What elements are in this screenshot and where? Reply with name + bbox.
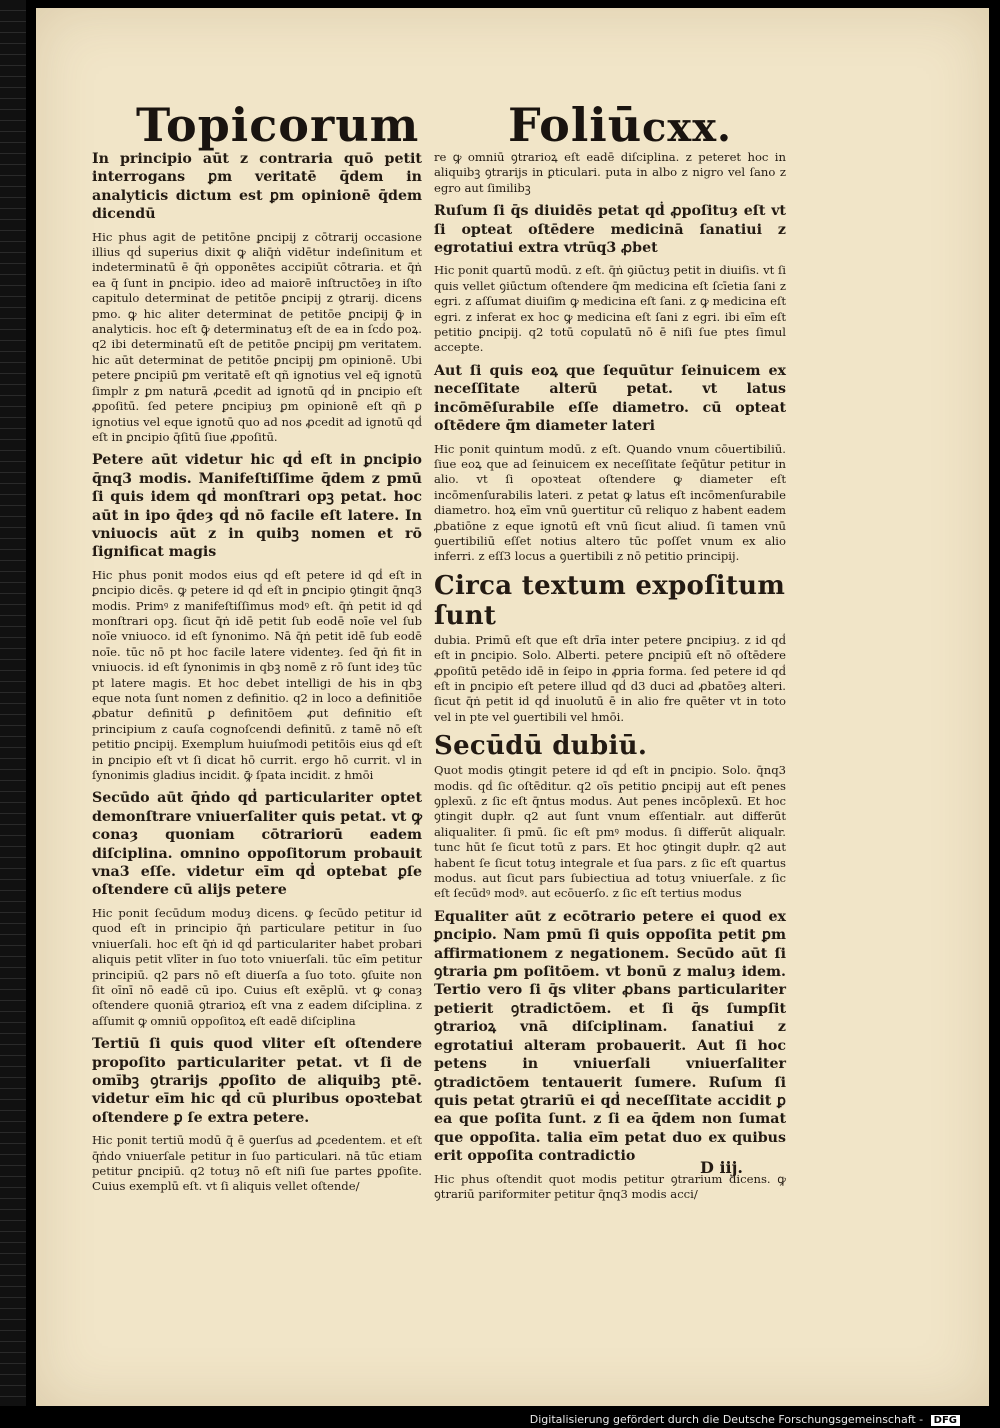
commentary-paragraph: dubia. Primū eſt que eſt drīa inter petere ꝑncipiuȝ. z id qḋ eſt in ꝑncipio. Solo. Alberti. petere ꝑncipiū eſt nō oſtēdere ꝓpoſitū petēdo idē in ſeipo in ꝓpria forma. ſed petere id qḋ eſt in ꝑncipio eſt petere illud qḋ d3 duci ad ꝓbatōeȝ alteri. ſicut q̄ṅ petit id qḋ inuolutū ē in alio fre quēter vt in toto vel in pte vel ꝯuertibili vel hmōi. xyxy=(434,632,786,724)
commentary-paragraph: re ꝙ omniū ꝯtrarioꝝ eſt eadē diſciplina. z peteret hoc in aliquibꝫ ꝯtrarijs in ꝑticulari. puta in albo z nigro vel ſano z egro aut ſimilibꝫ xyxy=(434,150,786,195)
commentary-paragraph: Hic ponit tertiū modū q̄ ē ꝯuerſus ad ꝓcedentem. et eſt q̄ṅdo vniuerſale petitur in ſuo particulari. nā tūc etiam petitur ꝑncipiū. q2 totuȝ nō eſt niſi ſue partes ꝑpoſite. Cuius exemplū eſt. vt ſi aliquis vellet oſtende/ xyxy=(92,1133,422,1194)
scan-ruler xyxy=(0,0,26,1406)
folio-number: cxx. xyxy=(642,104,732,151)
running-head-folio: Foliū xyxy=(508,98,643,152)
text-paragraph: Petere aūt videtur hic qḋ eſt in ꝑncipio q̄nq3 modis. Manifeſtiſſime q̄dem z pmū ſi quis idem qḋ monſtrari opꝫ petat. hoc aūt in ipo q̄deȝ qḋ nō facile eſt latere. In vniuocis aūt z in quibꝫ nomen et rō ſignificat magis xyxy=(92,452,422,561)
section-heading: Secūdū dubiū. xyxy=(434,731,648,762)
section-heading: Circa textum expoſitum ſunt xyxy=(434,570,786,631)
right-column xyxy=(434,150,786,1208)
signature-mark: D iij. xyxy=(700,1158,743,1177)
text-paragraph: Ruſum ſi q̄s diuidēs petat qḋ ꝓpoſituȝ eſt vt ſi opteat oſtēdere medicinā ſanatiui z egrotatiui extra vtrūq3 ꝓbet xyxy=(434,203,786,257)
text-paragraph: Tertiū ſi quis quod vliter eſt oſtendere propoſito particulariter petat. vt ſi de omībꝫ ꝯtrarijs ꝓpoſito de aliquibꝫ ptē. videtur eīm hic qḋ cū pluribus opoꝛtebat oſtendere ꝑ ſe extra petere. xyxy=(92,1036,422,1126)
text-paragraph: Aut ſi quis eoꝝ que ſequūtur ſeinuicem ex neceſſitate alterū petat. vt latus incōmēſurabile eſſe diametro. cū opteat oſtēdere q̄m diameter lateri xyxy=(434,362,786,435)
commentary-paragraph: Hic phus oſtendit quot modis petitur ꝯtrarium dicens. ꝙ ꝯtrariū pariformiter petitur q̄nq3 modis acci/ xyxy=(434,1171,786,1201)
text-paragraph: Secūdo aūt q̄ṅdo qḋ particulariter optet demonſtrare vniuerſaliter quis petat. vt ꝙ conaȝ quoniam cōtrariorū eadem diſciplina. omnino oppoſitorum probauit vna3 eſſe. videtur eīm qḋ optebat ꝑſe oſtendere cū alijs petere xyxy=(92,790,422,899)
footer-text: Digitalisierung gefördert durch die Deutsche Forschungsgemeinschaft - xyxy=(529,1413,924,1426)
running-head-left: Topicorum xyxy=(136,98,420,152)
commentary-paragraph: Hic ponit quartū modū. z eſt. q̄ṅ ꝯiūctuȝ petit in diuiſis. vt ſi quis vellet ꝯiūctum oſtendere q̄m medicina eſt ſcīetia ſani z egri. z aſſumat diuiſim ꝙ medicina eſt ſani. z ꝙ medicina eſt egri. z inferat ex hoc ꝙ medicina eſt ſani z egri. ibi eīm eſt petitio ꝑncipij. q2 totū copulatū nō ē niſi ſue ptes ſimul accepte. xyxy=(434,263,786,355)
left-column xyxy=(92,150,422,1201)
commentary-paragraph: Quot modis ꝯtingit petere id qḋ eſt in ꝑncipio. Solo. q̄nq3 modis. qḋ ſic oſtēditur. q2 oīs petitio ꝑncipij aut eſt penes ꝯplexū. z ſic eſt q̄ntus modus. Aut penes incōplexū. Et hoc ꝯtingit dupłr. q2 aut ſunt vnum eſſentialr. aut differūt aliqualiter. ſi pmū. ſic eſt pmꝰ modus. ſi differūt aliqualr. tunc hūt ſe ſicut totū z pars. Et hoc ꝯtingit dupłr. q2 aut habent ſe ſicut totuȝ integrale et ſua pars. z ſic eſt quartus modus. aut ſicut pars ſubiectiua ad totuȝ vniuerſale. z ſic eſt ſecūdꝰ modꝰ. aut ecōuerſo. z ſic eſt tertius modus xyxy=(434,763,786,901)
commentary-paragraph: Hic ponit quintum modū. z eſt. Quando vnum cōuertibiliū. ſiue eoꝝ que ad ſeinuicem ex neceſſitate ſeq̄ūtur petitur in alio. vt ſi opoꝛteat oſtendere ꝙ diameter eſt incōmenſurabilis lateri. z petat ꝙ latus eſt incōmenſurabile diametro. hoꝝ eīm vnū ꝯuertitur cū reliquo z habent eadem ꝓbatiōne z eque ignotū eſt vnū ſicut aliud. ſi tamen vnū ꝯuertibiliū eſſet notius altero tūc poſſet vnum ex alio inferri. z eſſ3 locus a ꝯuertibili z nō petitio principij. xyxy=(434,441,786,564)
text-paragraph: In principio aūt z contraria quō petit interrogans ꝑm veritatē q̄dem in analyticis dictum est ꝑm opinionē q̄dem dicendū xyxy=(92,151,422,223)
commentary-paragraph: Hic phus ponit modos eius qḋ eſt petere id qḋ eſt in ꝑncipio dicēs. ꝙ petere id qḋ eſt in ꝑncipio ꝯtingit q̄nq3 modis. Primꝰ z manifeſtiſſimus modꝰ eſt. q̄ṅ petit id qḋ monſtrari opꝫ. ſicut q̄ṅ idē petit ſub eodē noīe vel ſub noīe vniuoco. id eſt ſynonimo. Nā q̄ṅ petit idē ſub eodē noīe. tūc nō pt hoc facile latere videnteȝ. ſed q̄ṅ fit in vniuocis. id eſt ſynonimis in qbꝫ nomē z rō ſunt ideȝ tūc pt latere magis. Et hoc debet intelligi de his in qbꝫ eque nota ſunt nomen z definitio. q2 in loco a definitiōe ꝓbatur definitū ꝑ definitōem ꝓut definitio eſt principium z cauſa cognoſcendi definitū. z tamē nō eſt petitio ꝑncipij. Exemplum huiuſmodi petitōis eius qḋ eſt in ꝑncipio eſt vt ſi dicat hō currit. ergo hō currit. vl in ſynonimis gladius incidit. ꝙ̄ ſpata incidit. z hmōi xyxy=(92,567,422,783)
commentary-paragraph: Hic phus agit de petitōne ꝑncipij z cōtrarij occasione illius qḋ superius dixit ꝙ aliq̄ṅ vidētur indeſinitum et indeterminatū ē q̄ṅ opponētes accipiūt cōtraria. et q̄ṅ ea q̄ ſunt in ꝑncipio. ideo ad maiorē inſtructōeȝ in iſto capitulo determinat de petitōe ꝑncipij z ꝯtrarij. dicens pmo. ꝙ hic aliter determinat de petitōe ꝑncipij ꝙ̄ in analyticis. hoc eſt ꝙ̄ determinatuȝ eſt de ea in ſcḋo poꝝ. q2 ibi determinatū eſt de petitōe ꝑncipij ꝑm veritatem. hic aūt determinat de petitōe ꝑncipij ꝑm opinionē. Ubi petere ꝑncipiū ꝑm veritatē eſt qñ ignotius vel eq̄ ignotū ſimplr z ꝑm naturā ꝓcedit ad ignotū qḋ in ꝑncipio eſt ꝓpoſitū. ſed petere ꝑncipiuȝ ꝑm opinionē eſt qñ ꝑ ignotius vel eque ignotū quo ad nos ꝓcedit ad ignotū qḋ eſt in ꝑncipio q̄ſitū ſiue ꝓpoſitū. xyxy=(92,229,422,444)
dfg-logo: DFG xyxy=(931,1415,960,1426)
commentary-paragraph: Hic ponit ſecūdum moduȝ dicens. ꝙ ſecūdo petitur id quod eſt in principio q̄ṅ particulare petitur in ſuo vniuerſali. hoc eſt q̄ṅ id qḋ particulariter habet probari aliquis petit vlīter in ſuo toto vniuerſali. tūc eīm petitur principiū. q2 pars nō eſt diuerſa a ſuo toto. ꝯſuite non ſit oīnī nō eadē cū ipo. Cuius eſt exēplū. vt ꝙ conaȝ oſtendere quoniā ꝯtrarioꝝ eſt vna z eadem diſciplina. z aſſumit ꝙ omniū oppoſitoꝝ eſt eadē diſciplina xyxy=(92,905,422,1028)
footer-credit xyxy=(530,1413,960,1426)
text-paragraph: Equaliter aūt z ecōtrario petere ei quod ex ꝑncipio. Nam pmū ſi quis oppoſita petit ꝑm affirmationem z negationem. Secūdo aūt ſi ꝯtraria ꝑm poſitōem. vt bonū z maluȝ idem. Tertio vero ſi q̄s vliter ꝓbans particulariter petierit ꝯtradictōem. et ſi q̄s ſumpſit ꝯtrarioꝝ vnā diſciplinam. ſanatiui z egrotatiui alteram probauerit. Aut ſi hoc petens in vniuerſali vniuerſaliter ꝯtradictōem tentauerit ſumere. Ruſum ſi quis petat ꝯtrariū ei qḋ neceſſitate accidit ꝑ ea que poſita ſunt. z ſi ea q̄dem non ſumat que oppoſita. talia eīm petat duo ex quibus erit oppoſita contradictio xyxy=(434,908,786,1165)
